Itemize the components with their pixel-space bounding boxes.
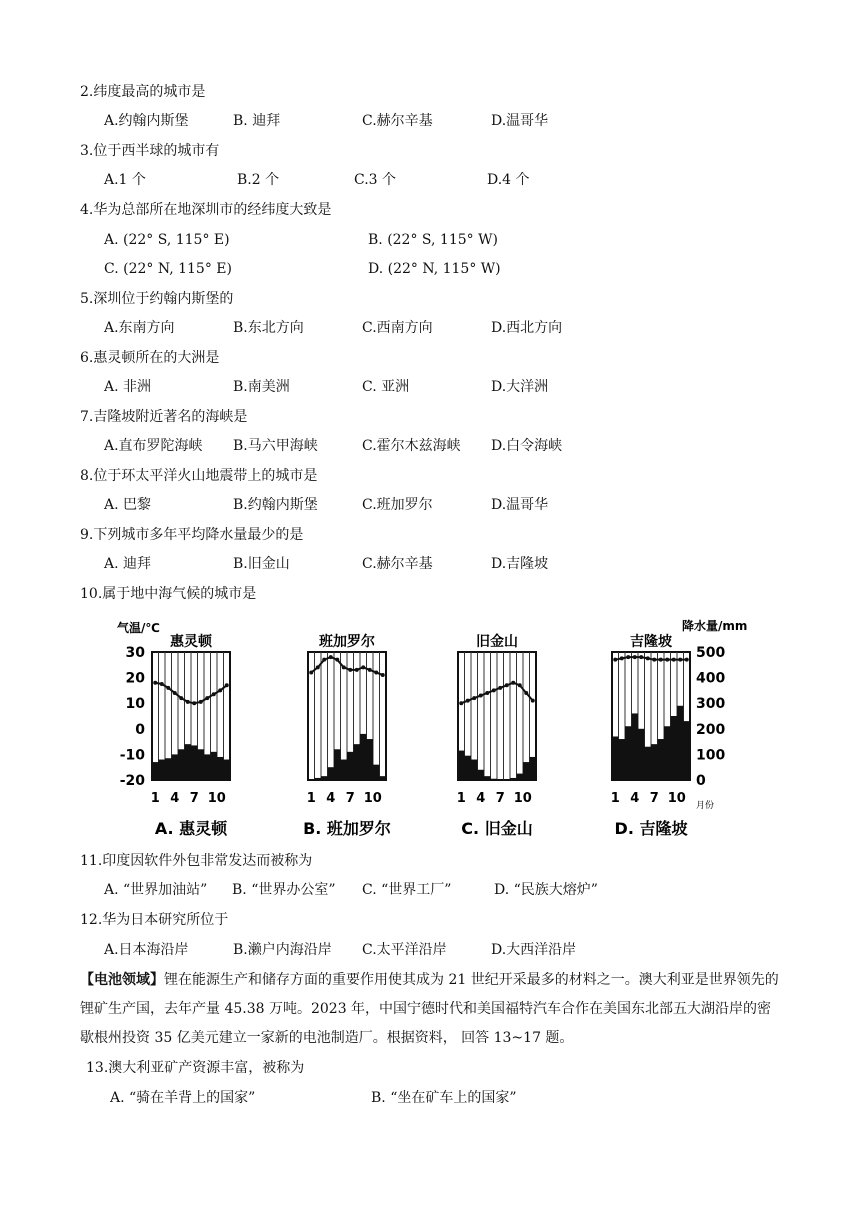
temp-point xyxy=(620,656,624,660)
temp-point xyxy=(639,655,643,659)
temp-point xyxy=(348,668,352,672)
temp-point xyxy=(613,658,617,662)
q11-option-b: B. “世界办公室” xyxy=(232,882,336,898)
temp-tick-label: 10 xyxy=(125,696,145,713)
precip-bar xyxy=(619,739,626,780)
question-7: 7.吉隆坡附近著名的海峡是 xyxy=(80,409,248,425)
temp-point xyxy=(518,683,522,687)
precip-bar xyxy=(380,776,387,780)
temp-point xyxy=(479,694,483,698)
temp-point xyxy=(672,658,676,662)
passage-text: 锂在能源生产和储存方面的重要作用使其成为 21 世纪开采最多的材料之一。澳大利亚是世界领先的锂矿生产国，去年产量 45.38 万吨。2023 年，中国宁德时代和美国福特汽车合作在美国东北部五大湖沿岸的密歇根州投资 35 亿美元建立一家新的电池制造厂。根据资料， 回答 13~17 题。 xyxy=(80,972,779,1046)
month-tick-label: 1 xyxy=(306,791,316,806)
temp-point xyxy=(511,681,515,685)
precip-bar xyxy=(530,757,537,780)
temp-tick-label: -20 xyxy=(119,773,145,789)
climate-chart-3 xyxy=(457,633,536,838)
q6-option-a: A. 非洲 xyxy=(104,379,152,395)
q2-option-d: D.温哥华 xyxy=(491,113,549,129)
precip-bar xyxy=(334,749,341,780)
temp-point xyxy=(329,655,333,659)
precip-tick-label: 400 xyxy=(696,670,726,687)
precip-bar xyxy=(645,747,652,780)
temp-tick-label: -10 xyxy=(119,747,145,764)
temp-point xyxy=(492,688,496,692)
temp-point xyxy=(678,658,682,662)
passage-tag: 【电池领域】 xyxy=(80,972,164,988)
temp-axis-label: 气温/℃ xyxy=(117,621,160,635)
temp-tick-label: 30 xyxy=(125,645,145,661)
precip-bar xyxy=(198,749,205,780)
q9-option-d: D.吉隆坡 xyxy=(491,556,549,572)
month-tick-label: 10 xyxy=(363,791,382,806)
temp-point xyxy=(485,691,489,695)
precip-tick-label: 500 xyxy=(696,645,726,661)
temp-point xyxy=(199,700,203,704)
question-2: 2.纬度最高的城市是 xyxy=(80,84,206,100)
q11-option-a: A. “世界加油站” xyxy=(104,882,208,898)
q7-option-c: C.霍尔木兹海峡 xyxy=(362,438,461,454)
q4-option-a: A. (22° S, 115° E) xyxy=(104,232,230,248)
temp-point xyxy=(166,686,170,690)
temp-point xyxy=(335,658,339,662)
precip-bar xyxy=(373,765,380,780)
precip-bar xyxy=(152,762,159,780)
chart-caption: C. 旧金山 xyxy=(461,819,533,838)
q12-option-d: D.大西洋沿岸 xyxy=(491,942,577,958)
chart-caption: A. 惠灵顿 xyxy=(154,819,228,838)
q4-option-c: C. (22° N, 115° E) xyxy=(104,261,232,277)
temp-tick-label: 20 xyxy=(125,670,145,687)
climate-chart-2 xyxy=(303,633,391,838)
precip-bar xyxy=(658,739,665,780)
precip-bar xyxy=(684,721,691,780)
precip-bar xyxy=(458,751,465,780)
q12-option-b: B.濑户内海沿岸 xyxy=(233,942,332,958)
temp-point xyxy=(179,696,183,700)
precip-bar xyxy=(478,770,485,780)
temp-tick-label: 0 xyxy=(135,721,145,738)
temp-point xyxy=(381,673,385,677)
temp-point xyxy=(646,656,650,660)
question-4: 4.华为总部所在地深圳市的经纬度大致是 xyxy=(80,202,332,218)
chart-title: 吉隆坡 xyxy=(630,634,672,650)
q8-option-a: A. 巴黎 xyxy=(104,497,152,513)
climate-charts xyxy=(100,610,760,842)
q4-option-b: B. (22° S, 115° W) xyxy=(368,232,498,248)
precip-tick-label: 200 xyxy=(696,721,726,738)
q5-option-d: D.西北方向 xyxy=(491,320,563,336)
question-10: 10.属于地中海气候的城市是 xyxy=(80,586,257,602)
temp-point xyxy=(153,681,157,685)
month-tick-label: 7 xyxy=(345,791,355,806)
chart-title: 班加罗尔 xyxy=(319,634,375,650)
temp-point xyxy=(633,655,637,659)
precip-bar xyxy=(217,757,224,780)
precip-bar xyxy=(315,778,322,780)
precip-bar xyxy=(625,726,632,780)
precip-bar xyxy=(510,778,517,780)
precip-bar xyxy=(191,745,198,780)
q7-option-d: D.白令海峡 xyxy=(491,438,563,454)
temp-point xyxy=(498,686,502,690)
precip-bar xyxy=(159,760,166,780)
precip-bar xyxy=(504,779,511,780)
climate-chart-1 xyxy=(151,633,230,838)
precip-bar xyxy=(347,752,354,780)
temp-point xyxy=(160,682,164,686)
chart-panels xyxy=(151,633,714,838)
temp-point xyxy=(205,696,209,700)
q3-option-b: B.2 个 xyxy=(237,172,280,188)
q9-option-b: B.旧金山 xyxy=(233,556,290,572)
question-13: 13.澳大利亚矿产资源丰富，被称为 xyxy=(86,1060,305,1076)
temp-point xyxy=(218,688,222,692)
battery-passage xyxy=(80,966,780,1053)
temp-point xyxy=(524,691,528,695)
precip-bar xyxy=(321,776,328,780)
q3-option-a: A.1 个 xyxy=(104,172,146,188)
q8-option-d: D.温哥华 xyxy=(491,497,549,513)
q5-option-c: C.西南方向 xyxy=(362,320,433,336)
precip-tick-label: 0 xyxy=(696,773,706,789)
temp-point xyxy=(186,700,190,704)
question-5: 5.深圳位于约翰内斯堡的 xyxy=(80,291,234,307)
question-11: 11.印度因软件外包非常发达而被称为 xyxy=(80,853,313,869)
q7-option-a: A.直布罗陀海峡 xyxy=(104,438,203,454)
temp-point xyxy=(659,658,663,662)
month-tick-label: 1 xyxy=(610,791,620,806)
precip-bar xyxy=(367,739,374,780)
q11-option-c: C. “世界工厂” xyxy=(362,882,452,898)
q13-option-b: B. “坐在矿车上的国家” xyxy=(371,1090,517,1106)
precip-bar xyxy=(664,726,671,780)
q6-option-b: B.南美洲 xyxy=(233,379,290,395)
q3-option-d: D.4 个 xyxy=(487,172,530,188)
climate-chart-4 xyxy=(611,633,690,838)
temp-point xyxy=(459,701,463,705)
precip-bar xyxy=(671,716,678,780)
question-12: 12.华为日本研究所位于 xyxy=(80,912,229,928)
month-tick-label: 1 xyxy=(456,791,466,806)
q2-option-a: A.约翰内斯堡 xyxy=(104,113,189,129)
temp-point xyxy=(626,655,630,659)
precip-bar xyxy=(328,767,335,780)
month-tick-label: 7 xyxy=(495,791,505,806)
temp-point xyxy=(173,691,177,695)
q7-option-b: B.马六甲海峡 xyxy=(233,438,318,454)
q5-option-b: B.东北方向 xyxy=(233,320,304,336)
precip-ticks xyxy=(696,645,725,789)
temp-point xyxy=(685,658,689,662)
precip-bar xyxy=(224,760,231,780)
precip-bar xyxy=(612,736,619,780)
month-tick-label: 7 xyxy=(649,791,659,806)
precip-bar xyxy=(677,706,684,780)
q2-option-c: C.赫尔辛基 xyxy=(362,113,433,129)
month-tick-label: 10 xyxy=(513,791,532,806)
q9-option-c: C.赫尔辛基 xyxy=(362,556,433,572)
temp-point xyxy=(192,701,196,705)
month-tick-label: 10 xyxy=(207,791,226,806)
month-tick-label: 4 xyxy=(476,791,486,806)
chart-title: 旧金山 xyxy=(476,634,518,650)
question-3: 3.位于西半球的城市有 xyxy=(80,143,220,159)
q2-option-b: B. 迪拜 xyxy=(233,113,281,129)
chart-title: 惠灵顿 xyxy=(170,634,212,650)
temp-point xyxy=(225,683,229,687)
q11-option-d: D. “民族大熔炉” xyxy=(494,882,598,898)
q12-option-a: A.日本海沿岸 xyxy=(104,942,189,958)
precip-bar xyxy=(484,776,491,780)
precip-bar xyxy=(471,760,478,780)
temp-point xyxy=(368,668,372,672)
precip-bar xyxy=(185,744,192,780)
q5-option-a: A.东南方向 xyxy=(104,320,175,336)
precip-bar xyxy=(517,774,524,780)
temp-point xyxy=(342,665,346,669)
month-tick-label: 4 xyxy=(326,791,336,806)
month-tick-label: 4 xyxy=(630,791,640,806)
q8-option-b: B.约翰内斯堡 xyxy=(233,497,318,513)
temp-point xyxy=(531,699,535,703)
question-6: 6.惠灵顿所在的大洲是 xyxy=(80,350,220,366)
month-tick-label: 4 xyxy=(170,791,180,806)
precip-tick-label: 100 xyxy=(696,747,726,764)
precip-bar xyxy=(651,744,658,780)
q9-option-a: A. 迪拜 xyxy=(104,556,152,572)
q4-option-d: D. (22° N, 115° W) xyxy=(368,261,501,277)
temp-point xyxy=(665,658,669,662)
precip-bar xyxy=(211,752,218,780)
temp-point xyxy=(652,658,656,662)
temp-point xyxy=(361,665,365,669)
chart-caption: B. 班加罗尔 xyxy=(303,819,391,838)
precip-bar xyxy=(523,762,530,780)
q6-option-d: D.大洋洲 xyxy=(491,379,549,395)
month-tick-label: 10 xyxy=(667,791,686,806)
temp-point xyxy=(316,665,320,669)
precip-bar xyxy=(638,729,645,780)
temp-point xyxy=(322,658,326,662)
temp-point xyxy=(505,683,509,687)
chart-caption: D. 吉隆坡 xyxy=(614,819,688,838)
question-9: 9.下列城市多年平均降水量最少的是 xyxy=(80,527,304,543)
temp-point xyxy=(472,696,476,700)
precip-bar xyxy=(178,749,185,780)
precip-bar xyxy=(465,756,472,780)
month-unit-label: 月份 xyxy=(696,801,715,811)
temp-ticks xyxy=(120,645,146,789)
q3-option-c: C.3 个 xyxy=(354,172,397,188)
precip-bar xyxy=(341,760,348,780)
precip-bar xyxy=(632,713,639,780)
precip-bar xyxy=(165,758,172,780)
q12-option-c: C.太平洋沿岸 xyxy=(362,942,447,958)
precip-bar xyxy=(491,779,498,780)
precip-bar xyxy=(172,754,179,780)
precip-bar xyxy=(354,744,361,780)
month-tick-label: 1 xyxy=(150,791,160,806)
precip-bar xyxy=(204,754,211,780)
precip-tick-label: 300 xyxy=(696,696,726,713)
temp-point xyxy=(355,668,359,672)
q8-option-c: C.班加罗尔 xyxy=(362,497,433,513)
month-tick-label: 7 xyxy=(189,791,199,806)
temp-point xyxy=(309,670,313,674)
temp-point xyxy=(466,699,470,703)
precip-bar xyxy=(308,779,315,780)
temp-point xyxy=(212,692,216,696)
temp-point xyxy=(374,670,378,674)
q13-option-a: A. “骑在羊背上的国家” xyxy=(110,1090,256,1106)
precip-bar xyxy=(360,734,367,780)
q6-option-c: C. 亚洲 xyxy=(362,379,410,395)
question-8: 8.位于环太平洋火山地震带上的城市是 xyxy=(80,468,318,484)
precip-axis-label: 降水量/mm xyxy=(682,619,748,633)
